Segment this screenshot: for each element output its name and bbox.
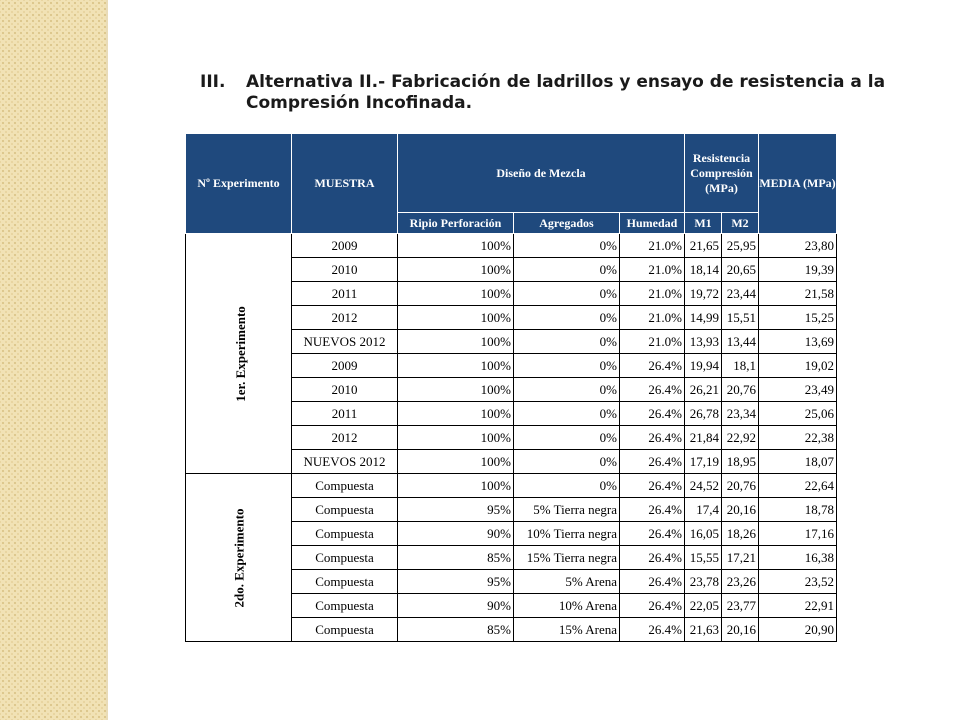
cell-humedad: 21.0% — [620, 282, 685, 306]
cell-humedad: 26.4% — [620, 474, 685, 498]
cell-m1: 21,65 — [685, 234, 722, 258]
cell-m2: 23,44 — [722, 282, 759, 306]
cell-media: 19,39 — [759, 258, 837, 282]
cell-humedad: 26.4% — [620, 402, 685, 426]
cell-m1: 21,63 — [685, 618, 722, 642]
results-table — [185, 133, 837, 642]
cell-media: 23,80 — [759, 234, 837, 258]
cell-media: 18,07 — [759, 450, 837, 474]
cell-muestra: NUEVOS 2012 — [292, 450, 398, 474]
cell-m2: 20,76 — [722, 378, 759, 402]
cell-muestra: 2011 — [292, 402, 398, 426]
cell-muestra: 2010 — [292, 378, 398, 402]
cell-ripio: 100% — [398, 474, 514, 498]
cell-ripio: 100% — [398, 426, 514, 450]
cell-media: 23,49 — [759, 378, 837, 402]
cell-humedad: 26.4% — [620, 426, 685, 450]
cell-agregados: 0% — [514, 402, 620, 426]
cell-ripio: 100% — [398, 234, 514, 258]
cell-muestra: 2012 — [292, 306, 398, 330]
header-muestra: MUESTRA — [292, 134, 398, 234]
cell-m1: 16,05 — [685, 522, 722, 546]
experiment-group-label: 1er. Experimento — [233, 305, 249, 402]
cell-media: 17,16 — [759, 522, 837, 546]
cell-m1: 23,78 — [685, 570, 722, 594]
cell-ripio: 100% — [398, 330, 514, 354]
cell-m2: 22,92 — [722, 426, 759, 450]
cell-m2: 20,76 — [722, 474, 759, 498]
cell-agregados: 0% — [514, 282, 620, 306]
cell-m1: 17,4 — [685, 498, 722, 522]
cell-media: 15,25 — [759, 306, 837, 330]
cell-m1: 14,99 — [685, 306, 722, 330]
table-row — [186, 474, 837, 498]
cell-media: 21,58 — [759, 282, 837, 306]
cell-m1: 15,55 — [685, 546, 722, 570]
experiment-group-cell — [186, 234, 292, 474]
cell-media: 22,91 — [759, 594, 837, 618]
cell-m2: 20,16 — [722, 498, 759, 522]
cell-media: 13,69 — [759, 330, 837, 354]
cell-humedad: 21.0% — [620, 234, 685, 258]
cell-muestra: 2010 — [292, 258, 398, 282]
experiment-group-cell — [186, 474, 292, 642]
cell-media: 16,38 — [759, 546, 837, 570]
section-number: III. — [200, 72, 226, 92]
cell-m1: 26,78 — [685, 402, 722, 426]
table-row — [186, 234, 837, 258]
cell-agregados: 0% — [514, 330, 620, 354]
header-agregados: Agregados — [514, 213, 620, 234]
cell-m2: 20,65 — [722, 258, 759, 282]
cell-ripio: 100% — [398, 306, 514, 330]
cell-m1: 17,19 — [685, 450, 722, 474]
cell-muestra: Compuesta — [292, 618, 398, 642]
header-media: MEDIA (MPa) — [759, 134, 837, 234]
cell-muestra: NUEVOS 2012 — [292, 330, 398, 354]
cell-m2: 15,51 — [722, 306, 759, 330]
cell-m2: 18,95 — [722, 450, 759, 474]
cell-m2: 23,77 — [722, 594, 759, 618]
cell-muestra: Compuesta — [292, 474, 398, 498]
cell-humedad: 26.4% — [620, 354, 685, 378]
cell-muestra: 2009 — [292, 354, 398, 378]
side-strip-edge — [106, 0, 108, 720]
cell-humedad: 26.4% — [620, 450, 685, 474]
cell-agregados: 0% — [514, 378, 620, 402]
cell-media: 23,52 — [759, 570, 837, 594]
cell-m2: 13,44 — [722, 330, 759, 354]
cell-muestra: 2009 — [292, 234, 398, 258]
cell-m1: 19,94 — [685, 354, 722, 378]
cell-muestra: Compuesta — [292, 522, 398, 546]
cell-agregados: 5% Tierra negra — [514, 498, 620, 522]
cell-muestra: 2011 — [292, 282, 398, 306]
cell-ripio: 85% — [398, 546, 514, 570]
cell-agregados: 15% Arena — [514, 618, 620, 642]
cell-humedad: 21.0% — [620, 306, 685, 330]
cell-ripio: 100% — [398, 354, 514, 378]
cell-m2: 20,16 — [722, 618, 759, 642]
cell-agregados: 10% Tierra negra — [514, 522, 620, 546]
cell-ripio: 90% — [398, 522, 514, 546]
cell-m2: 23,34 — [722, 402, 759, 426]
cell-m1: 13,93 — [685, 330, 722, 354]
cell-m1: 18,14 — [685, 258, 722, 282]
cell-ripio: 95% — [398, 498, 514, 522]
cell-agregados: 0% — [514, 354, 620, 378]
cell-ripio: 90% — [398, 594, 514, 618]
decorative-side-strip — [0, 0, 106, 720]
cell-m2: 25,95 — [722, 234, 759, 258]
cell-ripio: 100% — [398, 378, 514, 402]
cell-ripio: 100% — [398, 258, 514, 282]
cell-ripio: 100% — [398, 450, 514, 474]
cell-humedad: 26.4% — [620, 594, 685, 618]
cell-agregados: 0% — [514, 426, 620, 450]
cell-agregados: 0% — [514, 306, 620, 330]
cell-humedad: 26.4% — [620, 522, 685, 546]
cell-muestra: Compuesta — [292, 570, 398, 594]
header-m2: M2 — [722, 213, 759, 234]
cell-ripio: 85% — [398, 618, 514, 642]
cell-humedad: 26.4% — [620, 498, 685, 522]
cell-muestra: 2012 — [292, 426, 398, 450]
cell-ripio: 95% — [398, 570, 514, 594]
cell-humedad: 26.4% — [620, 570, 685, 594]
cell-m2: 17,21 — [722, 546, 759, 570]
cell-m2: 18,1 — [722, 354, 759, 378]
cell-agregados: 10% Arena — [514, 594, 620, 618]
cell-m2: 23,26 — [722, 570, 759, 594]
cell-m1: 24,52 — [685, 474, 722, 498]
header-ripio: Ripio Perforación — [398, 213, 514, 234]
cell-m1: 21,84 — [685, 426, 722, 450]
cell-humedad: 26.4% — [620, 378, 685, 402]
cell-agregados: 15% Tierra negra — [514, 546, 620, 570]
header-resistencia: Resistencia Compresión (MPa) — [685, 134, 759, 213]
cell-media: 20,90 — [759, 618, 837, 642]
cell-humedad: 21.0% — [620, 258, 685, 282]
table-body — [186, 234, 837, 642]
header-humedad: Humedad — [620, 213, 685, 234]
experiment-group-label: 2do. Experimento — [231, 508, 247, 607]
cell-media: 22,38 — [759, 426, 837, 450]
cell-ripio: 100% — [398, 402, 514, 426]
header-diseno-mezcla: Diseño de Mezcla — [398, 134, 685, 213]
cell-agregados: 5% Arena — [514, 570, 620, 594]
cell-agregados: 0% — [514, 450, 620, 474]
cell-humedad: 21.0% — [620, 330, 685, 354]
cell-m1: 22,05 — [685, 594, 722, 618]
cell-media: 18,78 — [759, 498, 837, 522]
cell-m1: 19,72 — [685, 282, 722, 306]
cell-media: 19,02 — [759, 354, 837, 378]
cell-media: 22,64 — [759, 474, 837, 498]
cell-muestra: Compuesta — [292, 546, 398, 570]
cell-m1: 26,21 — [685, 378, 722, 402]
header-m1: M1 — [685, 213, 722, 234]
header-experimento: Nº Experimento — [186, 134, 292, 234]
cell-media: 25,06 — [759, 402, 837, 426]
cell-ripio: 100% — [398, 282, 514, 306]
cell-agregados: 0% — [514, 234, 620, 258]
cell-humedad: 26.4% — [620, 546, 685, 570]
cell-agregados: 0% — [514, 258, 620, 282]
cell-muestra: Compuesta — [292, 594, 398, 618]
slide-title: Alternativa II.- Fabricación de ladrillos y ensayo de resistencia a la Compresión Incofinada. — [246, 72, 886, 113]
cell-muestra: Compuesta — [292, 498, 398, 522]
cell-agregados: 0% — [514, 474, 620, 498]
cell-m2: 18,26 — [722, 522, 759, 546]
cell-humedad: 26.4% — [620, 618, 685, 642]
